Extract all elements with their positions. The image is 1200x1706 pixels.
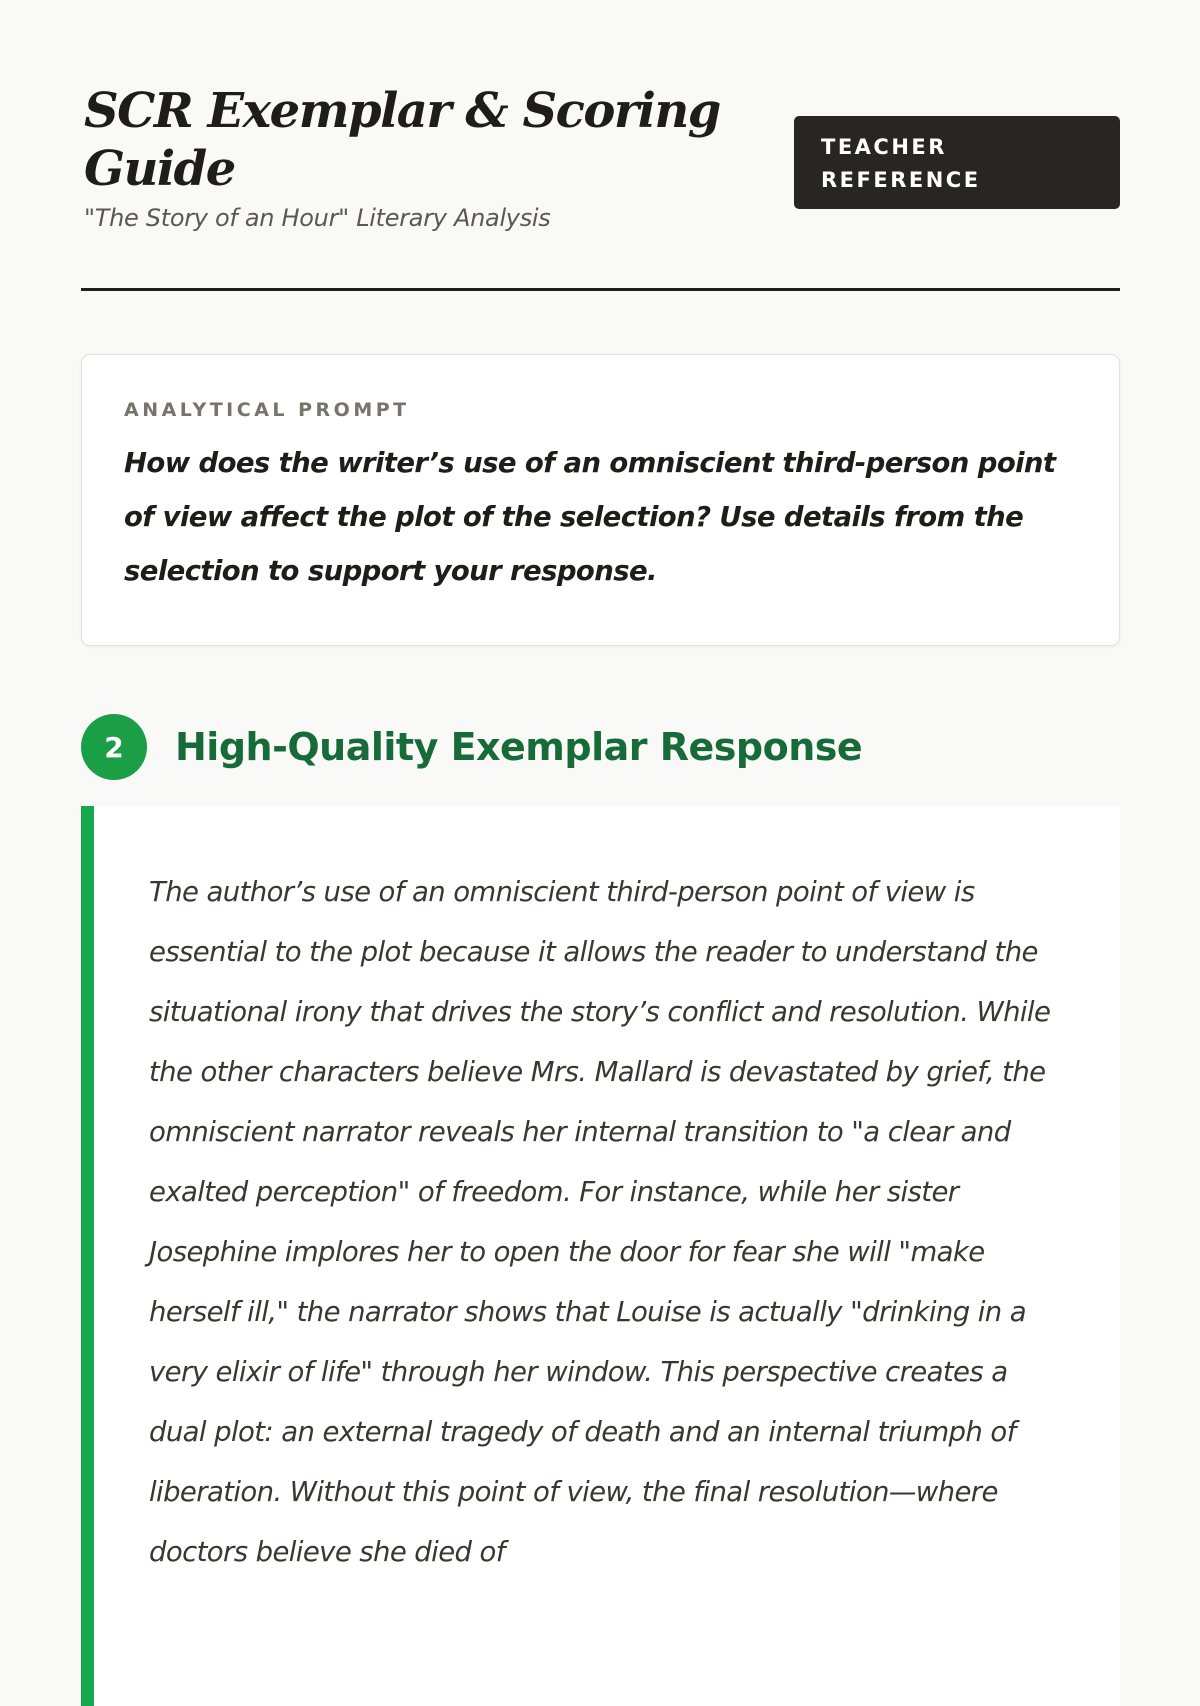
exemplar-response-card [81, 806, 1120, 1706]
teacher-reference-badge: TEACHER REFERENCE [794, 116, 1120, 209]
exemplar-response-text: The author’s use of an omniscient third-person point of view is essential to the plot because it allows the reader to understand the situational irony that drives the story’s conflict and resolution. While the other characters believe Mrs. Mallard is devastated by grief, the omniscient narrator reveals her internal transition to "a clear and exalted perception" of freedom. For instance, while her sister Josephine implores her to open the door for fear she will "make herself ill," the narrator shows that Louise is actually "drinking in a very elixir of life" through her window. This perspective creates a dual plot: an external tragedy of death and an internal triumph of liberation. Without this point of view, the final resolution—where doctors believe she died of [149, 876, 1051, 1568]
page-subtitle: "The Story of an Hour" Literary Analysis [84, 204, 551, 232]
exemplar-section-header [81, 713, 862, 781]
prompt-text: How does the writer’s use of an omniscient third-person point of view affect the plot of the selection? Use details from the selection to support your response. [124, 447, 1056, 587]
prompt-label: ANALYTICAL PROMPT [124, 399, 410, 421]
page-header [81, 0, 1120, 291]
scoring-guide-page [81, 0, 1120, 1568]
analytical-prompt-card [81, 354, 1120, 646]
page-title: SCR Exemplar & Scoring Guide [84, 83, 720, 197]
exemplar-section-title: High-Quality Exemplar Response [175, 725, 863, 769]
section-number-badge: 2 [81, 714, 147, 780]
